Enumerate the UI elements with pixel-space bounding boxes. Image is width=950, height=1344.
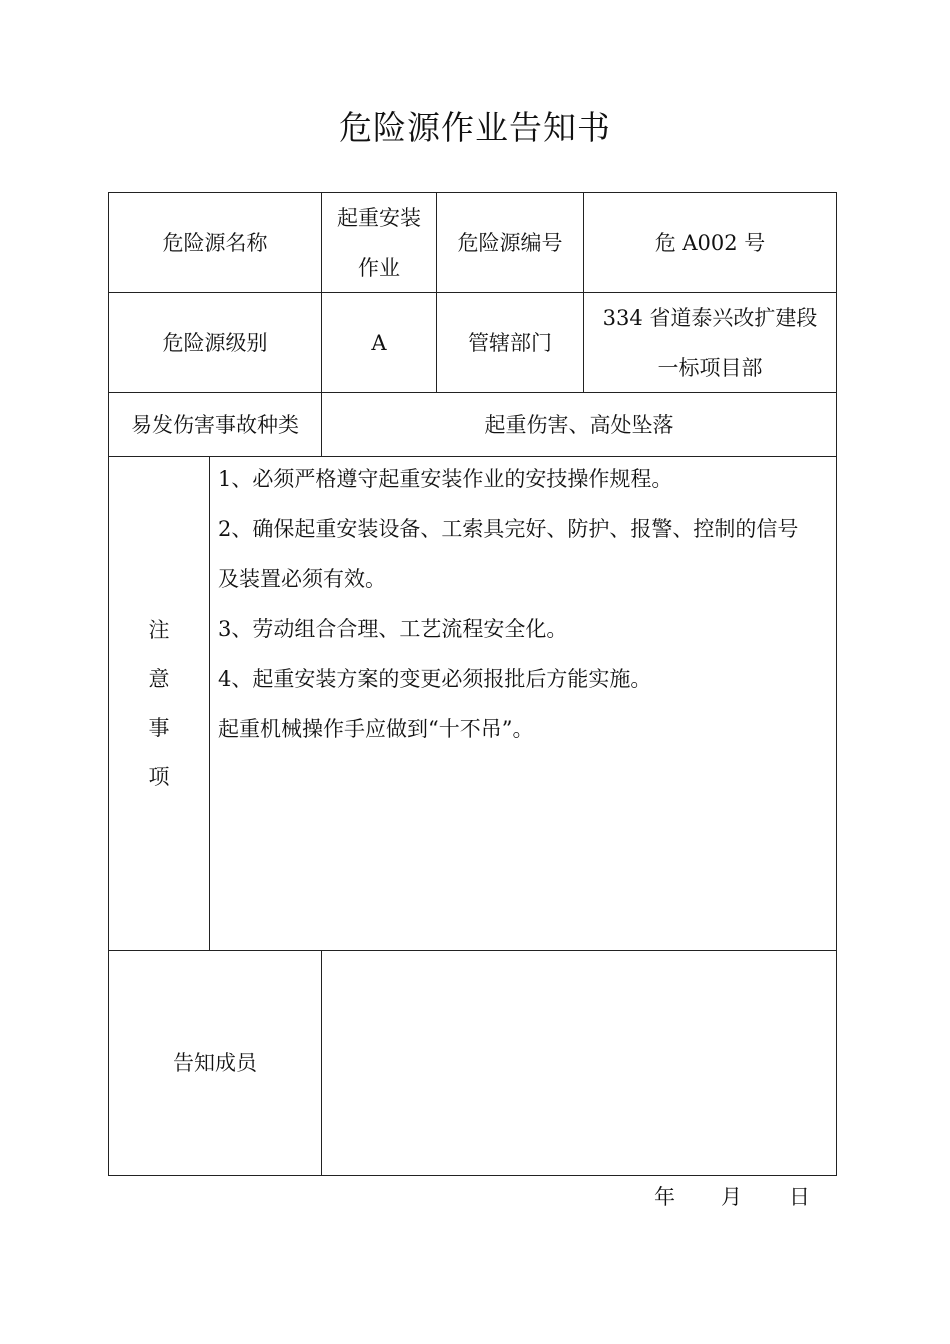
department-value-line1: 334 省道泰兴改扩建段 bbox=[602, 305, 818, 330]
date-day-label: 日 bbox=[789, 1185, 810, 1209]
hazard-name-value-line1: 起重安装 bbox=[337, 205, 421, 230]
department-label: 管辖部门 bbox=[468, 330, 552, 355]
hazard-level-label: 危险源级别 bbox=[162, 330, 268, 355]
notes-item: 及装置必须有效。 bbox=[218, 567, 386, 591]
department-value bbox=[584, 293, 836, 392]
notes-item: 2、确保起重安装设备、工索具完好、防护、报警、控制的信号 bbox=[218, 517, 799, 541]
date-month-label: 月 bbox=[721, 1185, 742, 1209]
notes-label-char: 意 bbox=[148, 666, 170, 691]
hazard-name-value bbox=[322, 193, 436, 292]
members-label: 告知成员 bbox=[173, 1051, 257, 1075]
hazard-name-label: 危险源名称 bbox=[162, 230, 268, 255]
notes-item: 3、劳动组合合理、工艺流程安全化。 bbox=[218, 617, 568, 641]
hazard-name-value-line2: 作业 bbox=[358, 255, 400, 280]
hazard-code-value: 危 A002 号 bbox=[654, 230, 766, 255]
notes-item: 起重机械操作手应做到“十不吊”。 bbox=[218, 717, 534, 741]
members-value bbox=[322, 951, 836, 1175]
notes-item: 1、必须严格遵守起重安装作业的安技操作规程。 bbox=[218, 467, 673, 491]
accident-type-value: 起重伤害、高处坠落 bbox=[484, 412, 674, 437]
notes-content bbox=[218, 454, 830, 754]
notes-label-char: 项 bbox=[148, 764, 170, 789]
date-year-label: 年 bbox=[654, 1185, 675, 1209]
table-col-divider bbox=[209, 456, 210, 951]
table-border-right bbox=[836, 192, 837, 1176]
department-value-line2: 一标项目部 bbox=[657, 355, 763, 380]
accident-type-label: 易发伤害事故种类 bbox=[131, 412, 299, 437]
hazard-level-value: A bbox=[371, 330, 387, 355]
notes-label bbox=[109, 457, 209, 950]
notes-label-char: 事 bbox=[148, 715, 170, 740]
notes-label-char: 注 bbox=[148, 617, 170, 642]
hazard-code-label: 危险源编号 bbox=[457, 230, 563, 255]
notes-item: 4、起重安装方案的变更必须报批后方能实施。 bbox=[218, 667, 652, 691]
document-title: 危险源作业告知书 bbox=[339, 108, 611, 147]
